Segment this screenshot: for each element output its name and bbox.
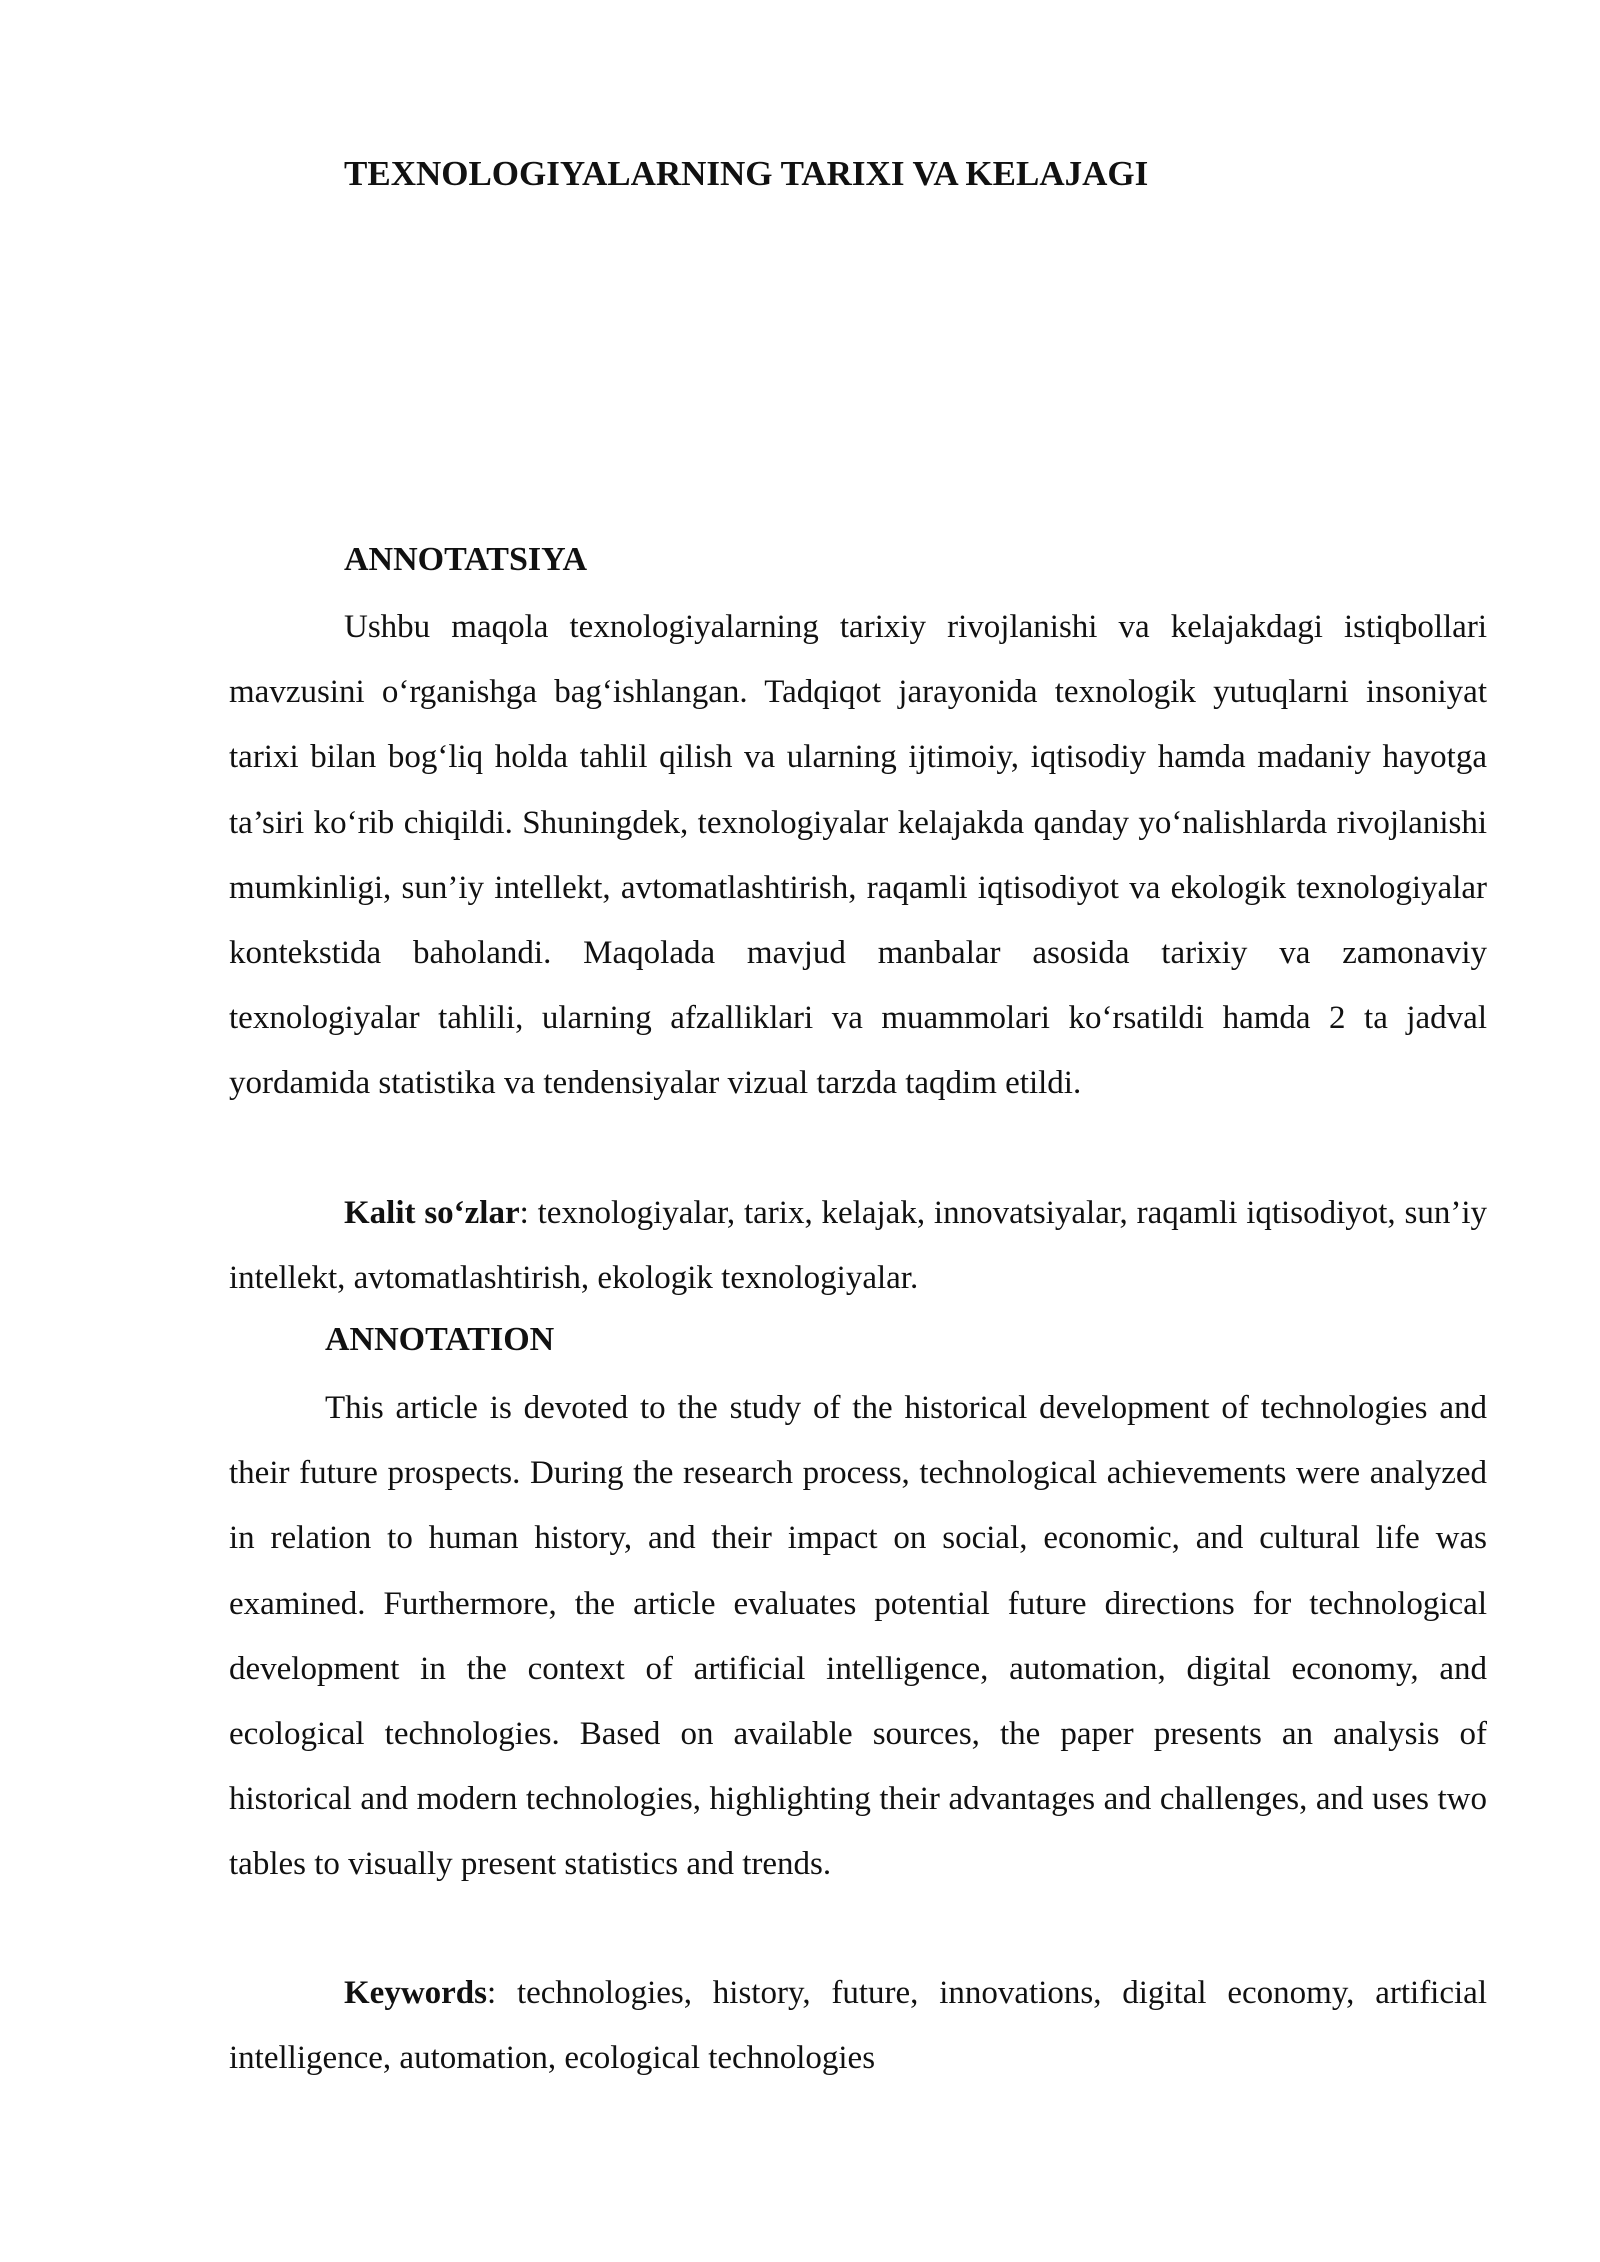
english-annotation-heading: ANNOTATION (325, 1321, 555, 1358)
english-abstract-paragraph: This article is devoted to the study of the historical development of technologies and their future prospects. During the research process, technological achievements were analyzed in relation to human history, and their impact on social, economic, and cultural life was examined. Furthermore, the article evaluates potential future directions for technological development in the context of artificial intelligence, automation, digital economy, and ecological technologies. Based on available sources, the paper presents an analysis of historical and modern technologies, highlighting their advantages and challenges, and uses two tables to visually present statistics and trends. (229, 1390, 1487, 1883)
document-title: TEXNOLOGIYALARNING TARIXI VA KELAJAGI (344, 154, 1149, 193)
uzbek-abstract-paragraph: Ushbu maqola texnologiyalarning tarixiy rivojlanishi va kelajakdagi istiqbollari mavzusini o‘rganishga bag‘ishlangan. Tadqiqot jarayonida texnologik yutuqlarni insoniyat tarixi bilan bog‘liq holda tahlil qilish va ularning ijtimoiy, iqtisodiy hamda madaniy hayotga ta’siri ko‘rib chiqildi. Shuningdek, texnologiyalar kelajakda qanday yo‘nalishlarda rivojlanishi mumkinligi, sun’iy intellekt, avtomatlashtirish, raqamli iqtisodiyot va ekologik texnologiyalar kontekstida baholandi. Maqolada mavjud manbalar asosida tarixiy va zamonaviy texnologiyalar tahlili, ularning afzalliklari va muammolari ko‘rsatildi hamda 2 ta jadval yordamida statistika va tendensiyalar vizual tarzda taqdim etildi. (229, 609, 1487, 1102)
english-keywords-paragraph (229, 1961, 1487, 2091)
english-keywords-label: Keywords (344, 1975, 487, 2011)
uzbek-keywords-list: : texnologiyalar, tarix, kelajak, innovatsiyalar, raqamli iqtisodiyot, sun’iy intellekt, avtomatlashtirish, ekologik texnologiyalar. (229, 1195, 1487, 1297)
english-keywords-list: : technologies, history, future, innovations, digital economy, artificial intelligence, automation, ecological technologies (229, 1975, 1487, 2077)
uzbek-annotation-heading: ANNOTATSIYA (344, 541, 588, 578)
uzbek-keywords-paragraph (229, 1181, 1487, 1311)
uzbek-keywords-label: Kalit so‘zlar (344, 1195, 520, 1231)
